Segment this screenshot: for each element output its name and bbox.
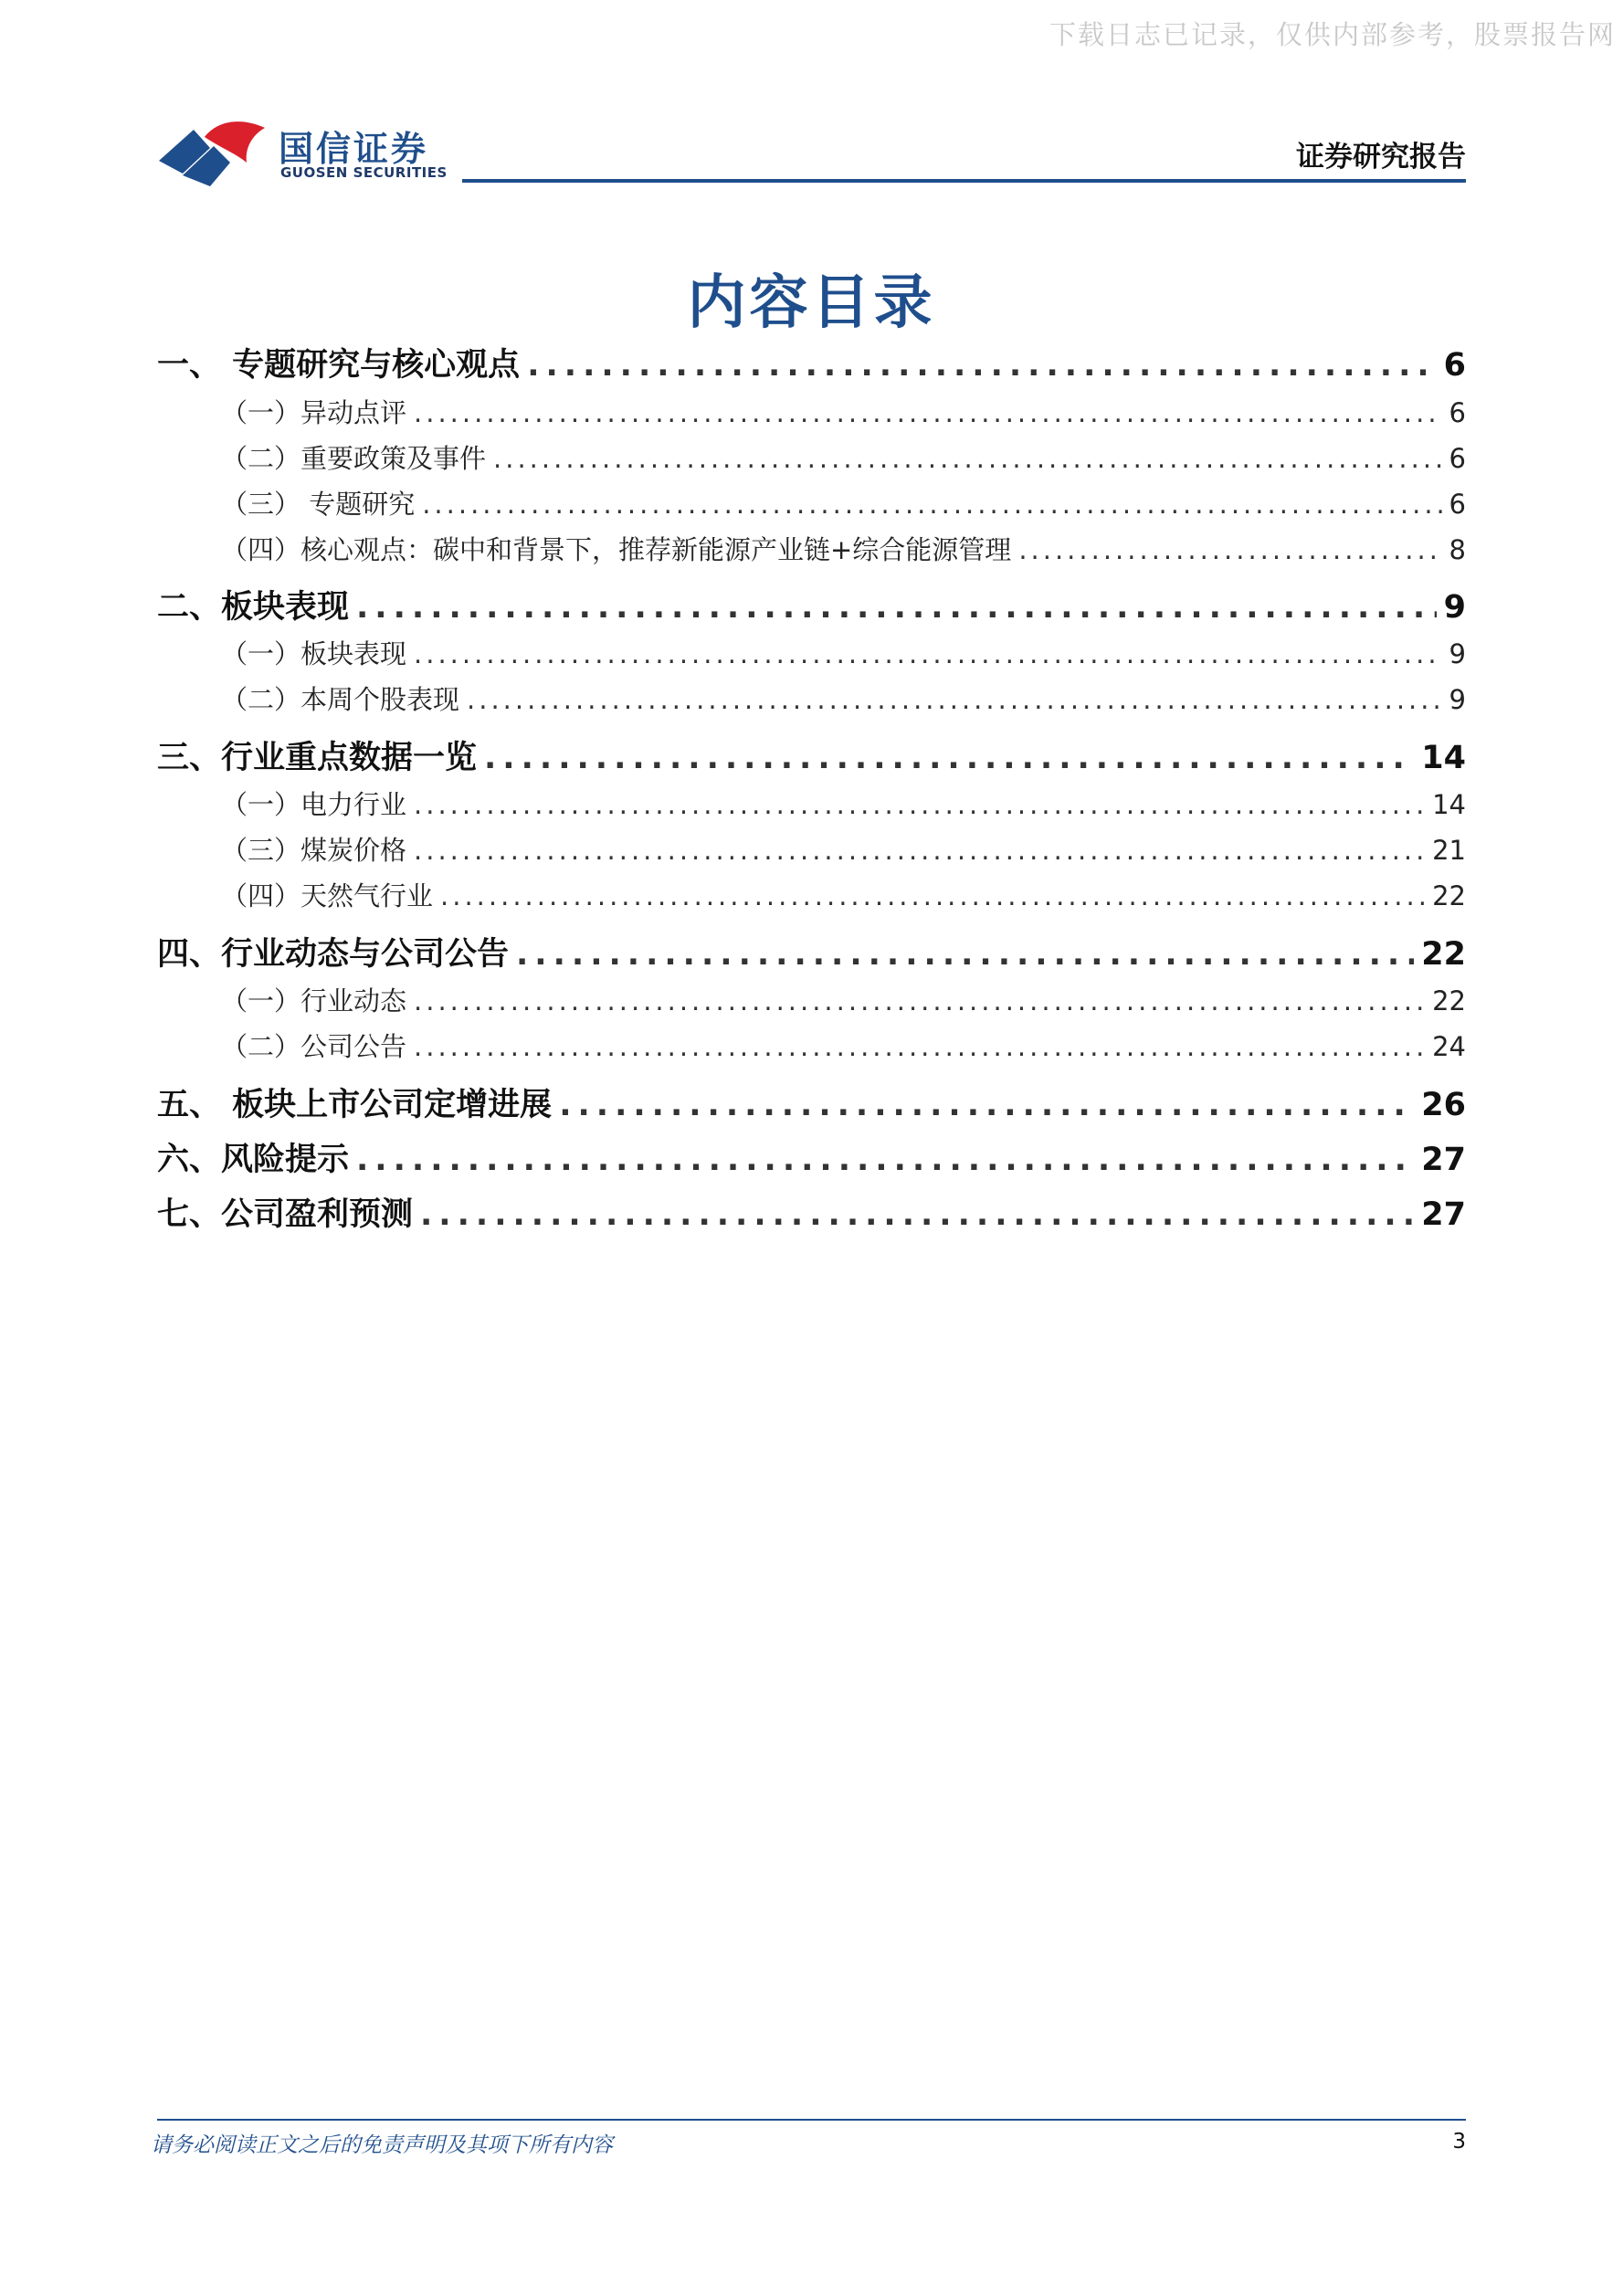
watermark-text: 下载日志已记录，仅供内部参考，股票报告网 [1049, 19, 1616, 50]
toc-dot-leader [420, 1196, 1414, 1233]
toc-entry-page: 14 [1432, 789, 1466, 820]
logo-chinese-name: 国信证券 [279, 129, 429, 169]
toc-entry-page: 6 [1449, 489, 1466, 520]
toc-entry-label: （四）核心观点：碳中和背景下，推荐新能源产业链+综合能源管理 [221, 534, 1012, 565]
toc-entry-label: 一、 专题研究与核心观点 [157, 347, 521, 384]
toc-dot-leader [414, 835, 1425, 866]
guosen-logo-mark-icon [157, 117, 276, 190]
toc-section-entry[interactable] [157, 1080, 1466, 1125]
toc-entry-label: 三、行业重点数据一览 [157, 740, 478, 776]
toc-dot-leader [414, 397, 1442, 428]
toc-entry-page: 8 [1449, 534, 1466, 565]
toc-entry-page: 6 [1449, 397, 1466, 428]
toc-entry-page: 9 [1449, 638, 1466, 669]
toc-entry-label: 六、风险提示 [157, 1142, 350, 1178]
toc-entry-page: 21 [1432, 835, 1466, 866]
toc-dot-leader [527, 347, 1436, 384]
toc-entry-label: （三） 专题研究 [221, 489, 416, 520]
toc-section-entry[interactable] [157, 340, 1466, 385]
toc-dot-leader [414, 985, 1425, 1016]
toc-dot-leader [467, 684, 1442, 715]
logo-english-name: GUOSEN SECURITIES [280, 164, 448, 181]
toc-entry-page: 9 [1449, 684, 1466, 715]
guosen-logo [157, 117, 458, 190]
toc-entry-page: 22 [1432, 985, 1466, 1016]
toc-subsection-entry[interactable] [157, 981, 1466, 1018]
toc-dot-leader [1018, 534, 1441, 565]
toc-entry-label: 七、公司盈利预测 [157, 1196, 414, 1233]
toc-entry-page: 24 [1432, 1031, 1466, 1062]
toc-entry-page: 6 [1449, 443, 1466, 474]
toc-dot-leader [559, 1087, 1414, 1123]
toc-entry-label: （一）异动点评 [221, 397, 407, 428]
toc-entry-page: 27 [1421, 1142, 1466, 1178]
toc-dot-leader [516, 936, 1414, 973]
toc-subsection-entry[interactable] [157, 785, 1466, 822]
toc-entry-page: 26 [1421, 1087, 1466, 1123]
toc-entry-label: （二）重要政策及事件 [221, 443, 487, 474]
toc-entry-page: 14 [1421, 740, 1466, 776]
header-divider [462, 179, 1466, 183]
toc-dot-leader [484, 740, 1414, 776]
toc-dot-leader [414, 638, 1442, 669]
toc-entry-page: 6 [1443, 347, 1466, 384]
toc-section-entry[interactable] [157, 929, 1466, 974]
toc-subsection-entry[interactable] [157, 1027, 1466, 1064]
toc-dot-leader [356, 589, 1437, 626]
toc-subsection-entry[interactable] [157, 634, 1466, 671]
toc-entry-page: 22 [1432, 880, 1466, 911]
toc-subsection-entry[interactable] [157, 679, 1466, 717]
toc-section-entry[interactable] [157, 1134, 1466, 1180]
toc-entry-label: （一）板块表现 [221, 638, 407, 669]
disclaimer-note: 请务必阅读正文之后的免责声明及其项下所有内容 [151, 2133, 613, 2157]
toc-entry-label: 五、 板块上市公司定增进展 [157, 1087, 553, 1123]
toc-entry-label: 四、行业动态与公司公告 [157, 936, 510, 973]
toc-entry-label: （二）公司公告 [221, 1031, 407, 1062]
toc-entry-label: （一）电力行业 [221, 789, 407, 820]
toc-subsection-entry[interactable] [157, 830, 1466, 868]
footer-divider [157, 2119, 1466, 2121]
toc-dot-leader [414, 1031, 1425, 1062]
toc-entry-page: 27 [1421, 1196, 1466, 1233]
toc-subsection-entry[interactable] [157, 438, 1466, 476]
toc-entry-label: （二）本周个股表现 [221, 684, 460, 715]
toc-dot-leader [422, 489, 1441, 520]
toc-entry-page: 9 [1443, 589, 1466, 626]
toc-section-entry[interactable] [157, 732, 1466, 778]
toc-dot-leader [414, 789, 1425, 820]
toc-entry-label: （一）行业动态 [221, 985, 407, 1016]
toc-entry-label: （四）天然气行业 [221, 880, 434, 911]
toc-subsection-entry[interactable] [157, 484, 1466, 521]
toc-subsection-entry[interactable] [157, 530, 1466, 567]
toc-title: 内容目录 [687, 269, 936, 337]
toc-section-entry[interactable] [157, 582, 1466, 627]
toc-subsection-entry[interactable] [157, 876, 1466, 913]
toc-section-entry[interactable] [157, 1189, 1466, 1235]
toc-subsection-entry[interactable] [157, 393, 1466, 430]
page-number: 3 [1452, 2130, 1466, 2154]
toc-dot-leader [356, 1142, 1414, 1178]
toc-entry-label: （三）煤炭价格 [221, 835, 407, 866]
toc-entry-label: 二、板块表现 [157, 589, 350, 626]
toc-dot-leader [493, 443, 1442, 474]
toc-entry-page: 22 [1421, 936, 1466, 973]
toc-dot-leader [440, 880, 1425, 911]
report-type-label: 证券研究报告 [1296, 141, 1466, 174]
